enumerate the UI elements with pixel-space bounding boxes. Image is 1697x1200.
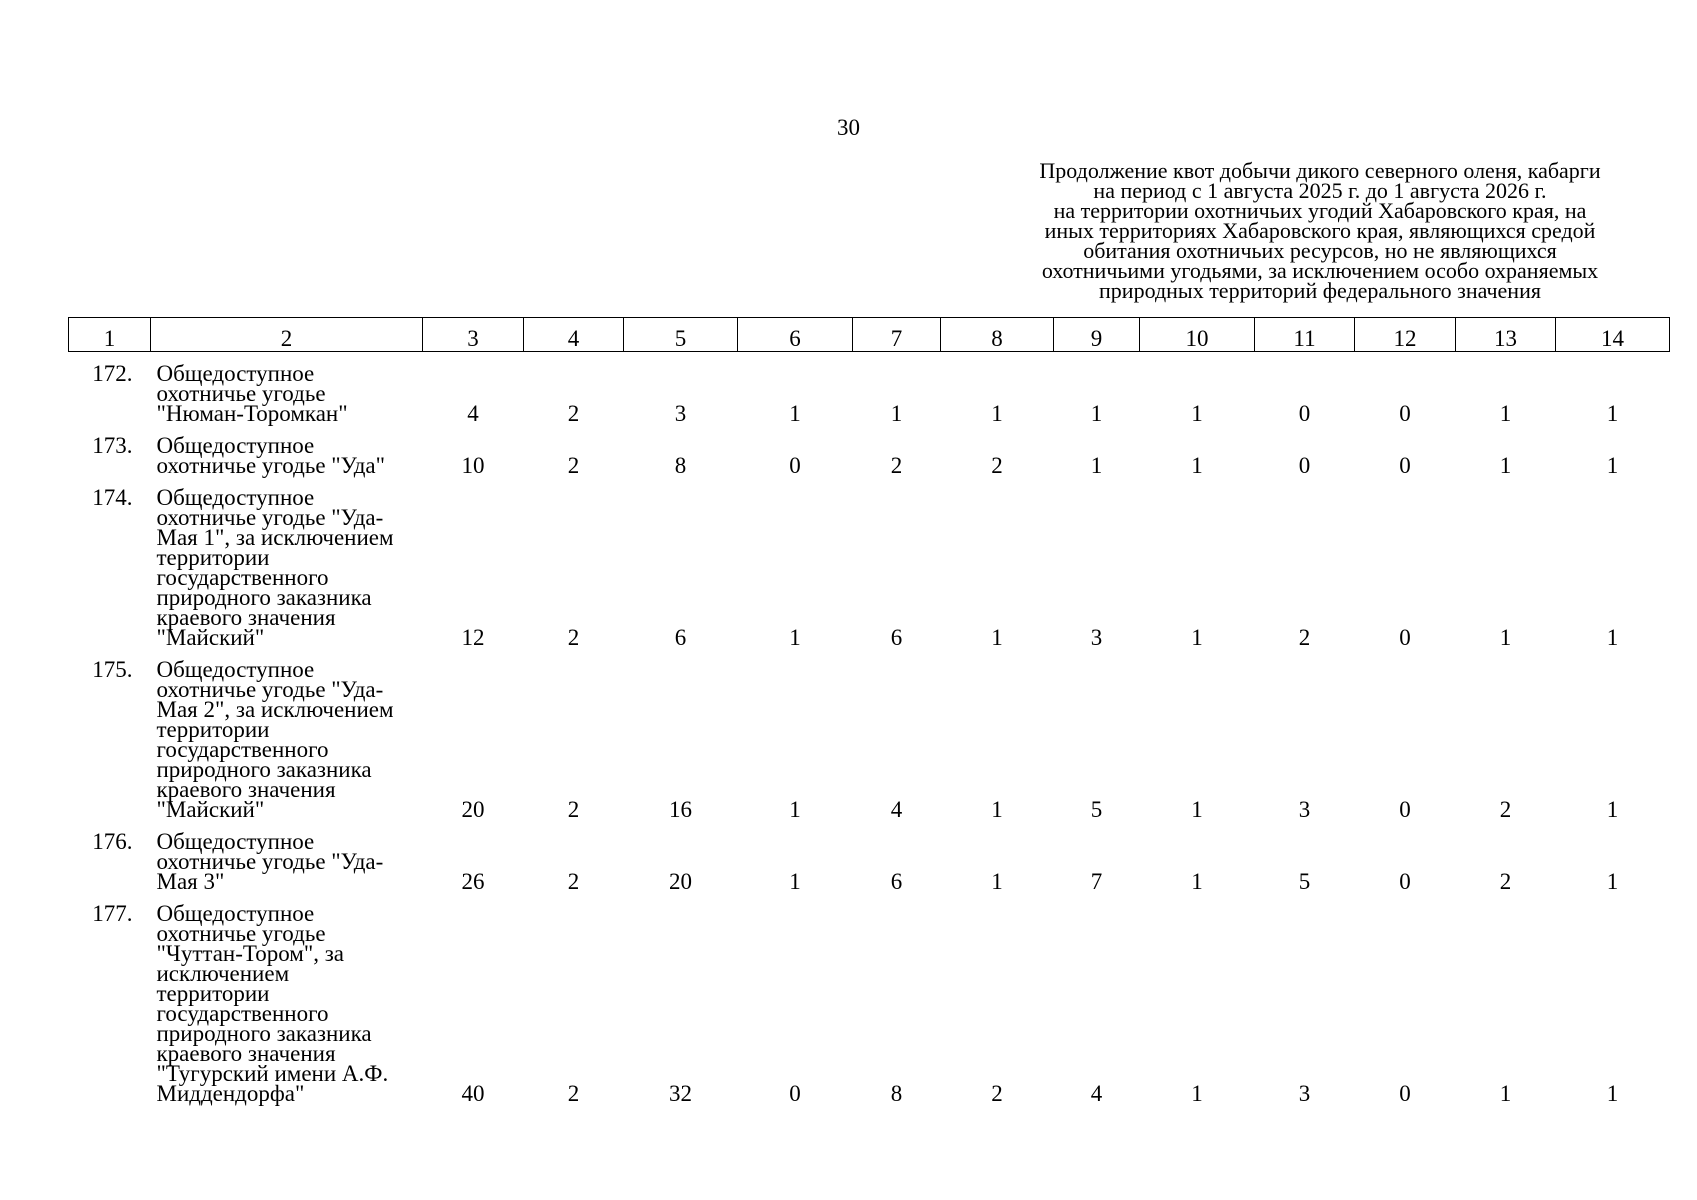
- table-row: [69, 648, 1670, 820]
- table-row: [69, 892, 1670, 1104]
- quota-value: 16: [669, 797, 692, 822]
- column-number-header: 8: [941, 318, 1054, 352]
- hunting-ground-name-line: природного заказника: [156, 585, 372, 610]
- quota-value: 0: [1399, 453, 1411, 478]
- quota-value: 1: [1191, 1081, 1203, 1106]
- quota-value: 1: [1499, 453, 1512, 478]
- quota-value: 0: [1399, 1081, 1411, 1106]
- quota-value: 1: [789, 625, 801, 650]
- quota-value: 1: [789, 797, 801, 822]
- quota-value: 1: [1191, 453, 1203, 478]
- quota-value: 6: [674, 625, 687, 650]
- hunting-ground-name-line: "Тугурский имени А.Ф.: [156, 1061, 389, 1086]
- hunting-ground-name-line: охотничье угодье "Уда": [156, 453, 386, 478]
- quota-value: 2: [1499, 797, 1512, 822]
- quota-value: 2: [567, 401, 580, 426]
- quota-value: 1: [1191, 625, 1203, 650]
- quota-value: 2: [567, 1081, 580, 1106]
- table-body: [69, 352, 1670, 1105]
- quota-value: 1: [991, 869, 1003, 894]
- hunting-ground-name-line: "Майский": [156, 625, 265, 650]
- hunting-ground-name-line: "Нюман-Торомкан": [156, 401, 348, 426]
- quota-value: 0: [1399, 401, 1411, 426]
- hunting-ground-name-line: охотничье угодье "Уда-: [156, 505, 384, 530]
- quota-value: 1: [1090, 453, 1103, 478]
- table-row: [69, 820, 1670, 892]
- quota-value: 3: [674, 401, 687, 426]
- column-number-header: 14: [1556, 318, 1670, 352]
- quota-value: 2: [567, 453, 580, 478]
- column-number-header: 3: [423, 318, 524, 352]
- table-row: [69, 476, 1670, 648]
- quota-value: 6: [890, 625, 903, 650]
- column-number-header: 1: [69, 318, 151, 352]
- quota-value: 1: [1090, 401, 1103, 426]
- quota-value: 1: [1191, 401, 1203, 426]
- hunting-ground-name-line: краевого значения: [156, 1041, 336, 1066]
- hunting-ground-name-line: Общедоступное: [156, 901, 315, 926]
- hunting-ground-name-line: охотничье угодье: [156, 921, 326, 946]
- quota-value: 1: [789, 869, 801, 894]
- quota-value: 1: [1606, 453, 1619, 478]
- quota-value: 3: [1298, 797, 1311, 822]
- column-number-header: 10: [1140, 318, 1255, 352]
- hunting-ground-name-line: территории: [156, 981, 270, 1006]
- title-line: на территории охотничьих угодий Хабаровского края, на: [1053, 198, 1587, 223]
- hunting-ground-name: [151, 892, 423, 1104]
- table-row: [69, 424, 1670, 476]
- quota-value: 12: [461, 625, 485, 650]
- quota-value: 1: [789, 401, 801, 426]
- hunting-ground-name-line: краевого значения: [156, 777, 336, 802]
- quota-value: 10: [461, 453, 485, 478]
- column-number-header: 12: [1355, 318, 1456, 352]
- quota-value: 1: [890, 401, 903, 426]
- quota-value: 2: [991, 1081, 1003, 1106]
- hunting-ground-name-line: Мая 2", за исключением: [156, 697, 394, 722]
- column-number-header: 11: [1255, 318, 1355, 352]
- hunting-ground-name: [151, 648, 423, 820]
- title-line: обитания охотничьих ресурсов, но не являющихся: [1083, 238, 1557, 263]
- quota-value: 5: [1298, 869, 1311, 894]
- page-number: 30: [837, 115, 860, 140]
- quota-value: 20: [669, 869, 692, 894]
- quota-value: 4: [467, 401, 479, 426]
- row-number: 175.: [92, 657, 133, 682]
- hunting-ground-name: [151, 476, 423, 648]
- hunting-ground-name-line: краевого значения: [156, 605, 336, 630]
- quota-value: 2: [567, 869, 580, 894]
- quota-value: 4: [890, 797, 903, 822]
- hunting-ground-name: [151, 352, 423, 425]
- quota-value: 0: [1298, 453, 1311, 478]
- quota-value: 1: [991, 401, 1003, 426]
- hunting-ground-name-line: охотничье угодье "Уда-: [156, 677, 384, 702]
- quota-value: 1: [1499, 401, 1512, 426]
- hunting-ground-name-line: "Майский": [156, 797, 265, 822]
- quota-value: 1: [1606, 797, 1619, 822]
- hunting-ground-name-line: охотничье угодье "Уда-: [156, 849, 384, 874]
- quota-value: 2: [890, 453, 903, 478]
- quota-value: 0: [1399, 869, 1411, 894]
- quota-value: 2: [991, 453, 1003, 478]
- hunting-ground-name-line: Общедоступное: [156, 433, 315, 458]
- hunting-ground-name-line: исключением: [156, 961, 290, 986]
- column-number-header-row: [69, 318, 1670, 352]
- quota-value: 5: [1090, 797, 1103, 822]
- quota-value: 2: [1298, 625, 1311, 650]
- hunting-ground-name-line: природного заказника: [156, 1021, 372, 1046]
- quota-value: 0: [1298, 401, 1311, 426]
- hunting-ground-name-line: Общедоступное: [156, 657, 315, 682]
- column-number-header: 6: [738, 318, 853, 352]
- quota-value: 0: [789, 453, 801, 478]
- hunting-ground-name-line: Мая 1", за исключением: [156, 525, 394, 550]
- title-line: охотничьими угодьями, за исключением особо охраняемых: [1041, 258, 1599, 283]
- quota-table: [68, 317, 1670, 1104]
- hunting-ground-name-line: государственного: [156, 1001, 329, 1026]
- row-number: 173.: [92, 433, 133, 458]
- column-number-header: 13: [1456, 318, 1556, 352]
- row-number: 176.: [92, 829, 133, 854]
- row-number: 172.: [92, 361, 133, 386]
- quota-value: 1: [1191, 869, 1203, 894]
- quota-value: 26: [461, 869, 485, 894]
- hunting-ground-name: [151, 424, 423, 476]
- hunting-ground-name-line: Миддендорфа": [156, 1081, 305, 1106]
- quota-value: 32: [669, 1081, 692, 1106]
- row-number: 174.: [92, 485, 133, 510]
- quota-value: 6: [890, 869, 903, 894]
- quota-value: 1: [1499, 625, 1512, 650]
- row-number: 177.: [92, 901, 133, 926]
- column-number-header: 4: [524, 318, 624, 352]
- hunting-ground-name-line: "Чуттан-Тором", за: [156, 941, 345, 966]
- quota-value: 8: [890, 1081, 903, 1106]
- hunting-ground-name-line: Общедоступное: [156, 485, 315, 510]
- column-number-header: 5: [624, 318, 738, 352]
- quota-value: 40: [461, 1081, 485, 1106]
- hunting-ground-name-line: охотничье угодье: [156, 381, 326, 406]
- column-number-header: 7: [853, 318, 941, 352]
- quota-value: 1: [991, 625, 1003, 650]
- hunting-ground-name-line: государственного: [156, 565, 329, 590]
- quota-value: 0: [1399, 625, 1411, 650]
- quota-value: 0: [789, 1081, 801, 1106]
- quota-value: 2: [567, 625, 580, 650]
- quota-value: 20: [461, 797, 485, 822]
- hunting-ground-name-line: природного заказника: [156, 757, 372, 782]
- column-number-header: 9: [1054, 318, 1140, 352]
- title-line: иных территориях Хабаровского края, являющихся средой: [1044, 218, 1596, 243]
- hunting-ground-name-line: государственного: [156, 737, 329, 762]
- quota-value: 3: [1298, 1081, 1311, 1106]
- title-line: Продолжение квот добычи дикого северного оленя, кабарги: [1039, 158, 1601, 183]
- quota-value: 7: [1090, 869, 1103, 894]
- quota-value: 2: [1499, 869, 1512, 894]
- quota-value: 1: [1499, 1081, 1512, 1106]
- hunting-ground-name-line: Общедоступное: [156, 361, 315, 386]
- quota-value: 2: [567, 797, 580, 822]
- title-line: природных территорий федерального значения: [1099, 278, 1541, 303]
- hunting-ground-name: [151, 820, 423, 892]
- quota-value: 3: [1090, 625, 1103, 650]
- table-row: [69, 352, 1670, 425]
- title-line: на период с 1 августа 2025 г. до 1 августа 2026 г.: [1093, 178, 1547, 203]
- hunting-ground-name-line: Мая 3": [156, 869, 225, 894]
- quota-value: 1: [1606, 1081, 1619, 1106]
- quota-value: 1: [1606, 625, 1619, 650]
- quota-value: 0: [1399, 797, 1411, 822]
- quota-value: 4: [1090, 1081, 1103, 1106]
- quota-value: 1: [1606, 869, 1619, 894]
- quota-value: 1: [1606, 401, 1619, 426]
- hunting-ground-name-line: территории: [156, 545, 270, 570]
- table-title: [1010, 158, 1630, 303]
- quota-value: 8: [674, 453, 687, 478]
- quota-value: 1: [1191, 797, 1203, 822]
- hunting-ground-name-line: Общедоступное: [156, 829, 315, 854]
- hunting-ground-name-line: территории: [156, 717, 270, 742]
- column-number-header: 2: [151, 318, 423, 352]
- quota-value: 1: [991, 797, 1003, 822]
